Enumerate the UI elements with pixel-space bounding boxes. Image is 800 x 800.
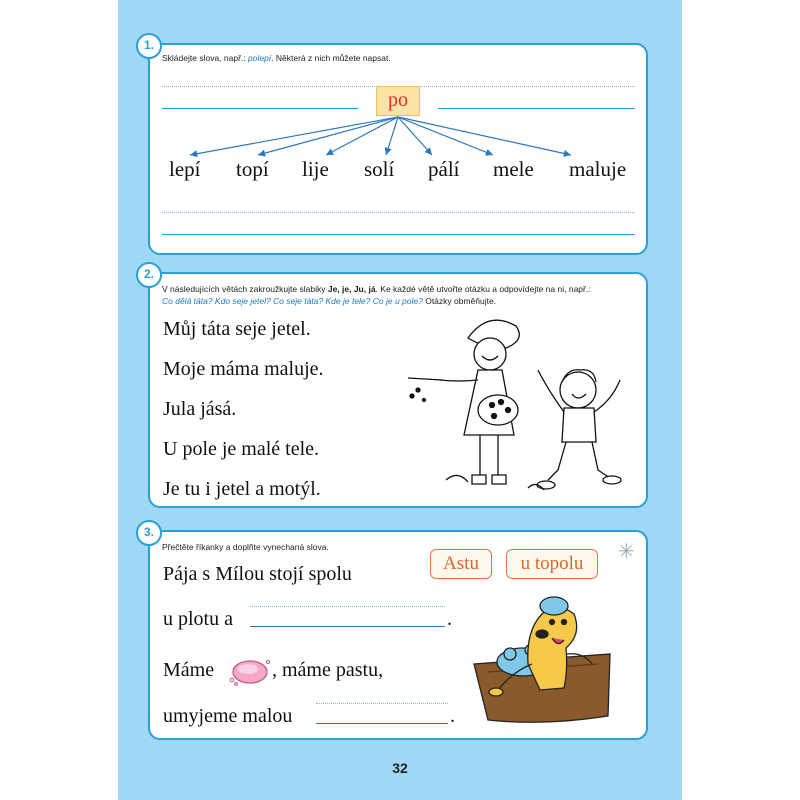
rhyme-line-1: Pája s Mílou stojí spolu [163,563,352,585]
rhyme-line-3-end: , máme pastu, [272,659,384,681]
arrow-maluje [398,117,571,155]
word-maluje: maluje [569,157,627,181]
word-chip-u-topolu: u topolu [506,549,598,579]
writing-line-dotted [250,606,445,607]
fill-in-line-4 [316,723,448,724]
rhyme-line-4-end: . [450,705,455,727]
word-lije: lije [302,157,329,181]
page-number: 32 [392,760,408,776]
word-lepi: lepí [169,157,201,181]
painter-girl-and-boy-illustration [398,310,638,500]
exercise-1-instruction: Skládejte slova, např.: polepí. Některá z nich můžete napsat. [162,53,391,63]
star-icon: ✳ [618,539,635,563]
sentence-2: Moje máma maluje. [163,358,324,380]
word-topi: topí [236,157,269,181]
rhyme-line-3-start: Máme [163,659,215,681]
sentence-1: Můj táta seje jetel. [163,318,311,340]
arrow-mele [398,117,493,155]
word-pali: pálí [428,157,460,181]
exercise-3-number: 3. [136,520,162,546]
arrow-lepi [190,117,398,155]
word-soli: solí [364,157,395,181]
word-chip-astu: Astu [430,549,492,579]
sentence-5: Je tu i jetel a motýl. [163,478,321,500]
fill-in-line-2 [250,626,445,627]
writing-line-dotted [162,212,635,213]
arrow-pali [398,117,432,155]
sentence-4: U pole je malé tele. [163,438,320,460]
workbook-page [118,0,682,800]
soap-icon [228,656,272,688]
rhyme-line-2-end: . [447,608,452,630]
exercise-2-instruction: V následujících větách zakroužkujte slabiky Je, je, Ju, já. Ke každé větě utvořte otázku a odpovídejte na ni, např.: Co dělá táta? Kdo seje jetel? Co seje táta? Kde je tele? Co je u pole? Otázky obměňujte. [162,284,591,306]
dog-in-bathtub-illustration [468,594,618,729]
exercise-2-number: 2. [136,262,162,288]
rhyme-line-4-start: umyjeme malou [163,705,293,727]
writing-line-dotted [316,703,448,704]
arrow-topi [258,117,398,155]
sentence-3: Jula jásá. [163,398,237,420]
center-syllable: po [388,89,408,111]
writing-line [162,234,635,235]
exercise-1-number: 1. [136,33,162,59]
rhyme-line-2-start: u plotu a [163,608,233,630]
word-mele: mele [493,157,534,181]
exercise-3-instruction: Přečtěte říkanky a doplňte vynechaná slova. [162,542,329,552]
